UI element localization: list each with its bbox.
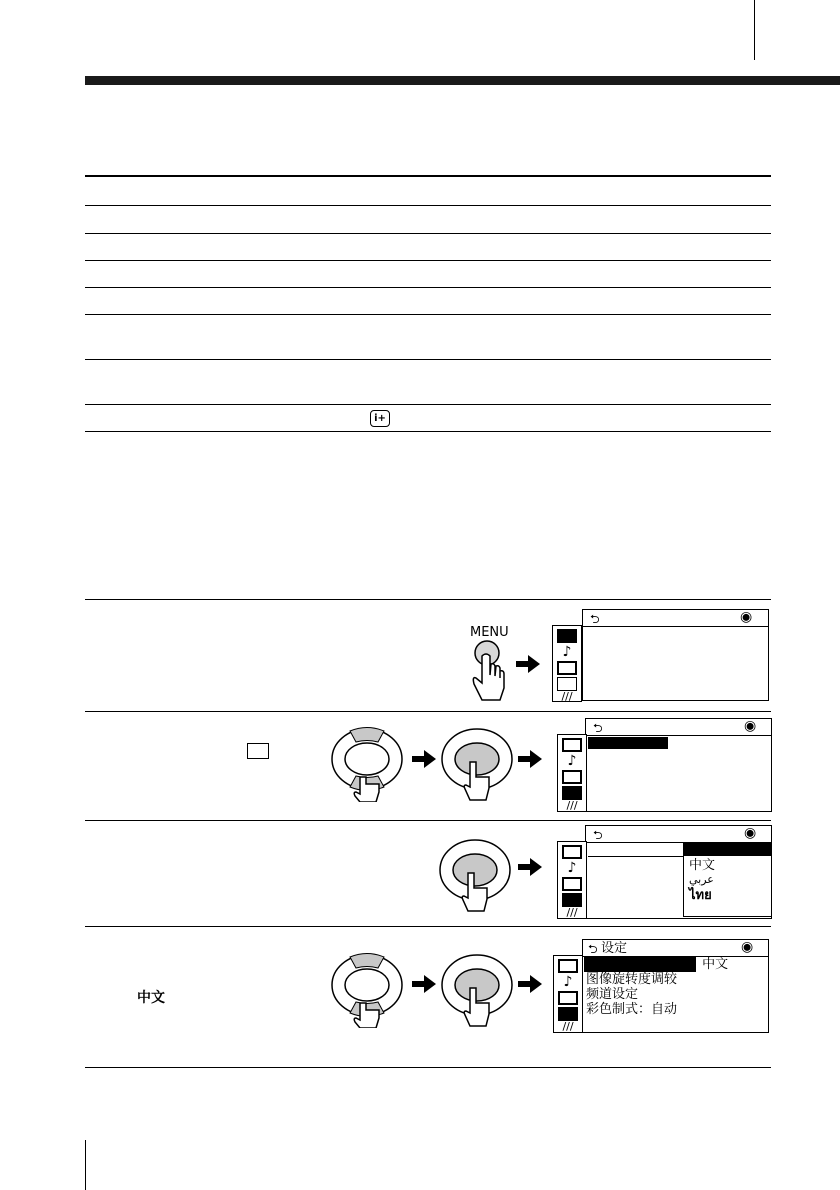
sound-icon: ♪ xyxy=(567,860,577,876)
osd-icon-column xyxy=(557,734,587,812)
arrow-right-icon xyxy=(412,750,436,768)
table-rule xyxy=(85,314,771,315)
return-icon: ⮌ xyxy=(590,612,600,626)
step-divider xyxy=(85,1067,771,1068)
arrow-right-icon xyxy=(518,975,542,993)
screen-icon xyxy=(562,770,582,784)
language-option: 中文 xyxy=(689,858,716,873)
osd-icon-column xyxy=(557,841,587,919)
table-rule xyxy=(85,175,771,177)
step-divider xyxy=(85,820,771,821)
table-rule xyxy=(85,404,771,405)
osd-menu-item: 彩色制式：自动 xyxy=(586,1002,678,1017)
toolbox-icon xyxy=(562,786,582,800)
arrow-right-icon xyxy=(516,655,540,673)
channel-preset-icon: /// xyxy=(562,1020,574,1033)
channel-preset-icon: /// xyxy=(566,906,578,919)
top-crop-mark xyxy=(754,0,755,60)
return-icon: ⮌ xyxy=(588,942,598,956)
eye-icon: ◉ xyxy=(741,939,754,955)
step-divider xyxy=(85,926,771,927)
osd-icon-column xyxy=(553,955,583,1033)
table-rule xyxy=(85,233,771,234)
arrow-right-icon xyxy=(518,858,542,876)
eye-icon: ◉ xyxy=(744,825,757,841)
screen-icon xyxy=(562,877,582,891)
osd-menu-item-language: 语言/LANGUAGE：中文 xyxy=(586,957,729,972)
eye-icon: ◉ xyxy=(744,718,757,734)
osd-icon-column xyxy=(552,625,582,702)
picture-icon xyxy=(562,845,582,859)
arrow-right-icon xyxy=(518,750,542,768)
language-option: عربي xyxy=(689,873,714,886)
return-icon: ⮌ xyxy=(593,721,603,735)
remote-joystick-center-press xyxy=(438,833,513,913)
channel-preset-icon: /// xyxy=(561,690,573,703)
picture-icon xyxy=(558,959,578,973)
sound-icon: ♪ xyxy=(563,974,573,990)
table-rule xyxy=(85,260,771,261)
toolbox-icon xyxy=(557,677,577,691)
language-submenu-header xyxy=(683,842,771,856)
remote-joystick-down-press xyxy=(330,948,405,1028)
osd-menu-item: 图像旋转度调较 xyxy=(586,972,678,987)
picture-icon xyxy=(557,629,577,643)
toolbox-icon xyxy=(562,893,582,907)
osd-title: 设定 xyxy=(601,941,628,956)
channel-preset-icon: /// xyxy=(566,799,578,812)
bottom-margin-mark xyxy=(85,1140,86,1190)
step-divider xyxy=(85,711,771,712)
remote-joystick-down-press xyxy=(330,722,405,802)
eye-icon: ◉ xyxy=(740,609,753,625)
step-divider xyxy=(85,599,771,600)
table-rule xyxy=(85,359,771,360)
language-option: ไทย xyxy=(689,888,712,903)
return-icon: ⮌ xyxy=(593,828,603,842)
remote-joystick-center-press xyxy=(440,722,515,802)
language-value-label: 中文 xyxy=(137,990,165,1006)
table-rule xyxy=(85,205,771,206)
screen-icon xyxy=(557,661,577,675)
sound-icon: ♪ xyxy=(562,644,572,660)
toolbox-icon xyxy=(558,1007,578,1021)
menu-button-label: MENU xyxy=(470,625,509,640)
screen-icon xyxy=(558,991,578,1005)
toolbox-inline-icon xyxy=(247,743,269,759)
table-rule xyxy=(85,431,771,432)
picture-icon xyxy=(562,738,582,752)
display-button-icon: i+ xyxy=(370,410,390,427)
arrow-right-icon xyxy=(412,975,436,993)
remote-joystick-center-press xyxy=(440,948,515,1028)
osd-menu-item: 频道设定 xyxy=(586,987,639,1002)
menu-button-press-illustration xyxy=(462,638,512,708)
sound-icon: ♪ xyxy=(567,753,577,769)
table-rule xyxy=(85,287,771,288)
header-bar xyxy=(85,76,840,85)
